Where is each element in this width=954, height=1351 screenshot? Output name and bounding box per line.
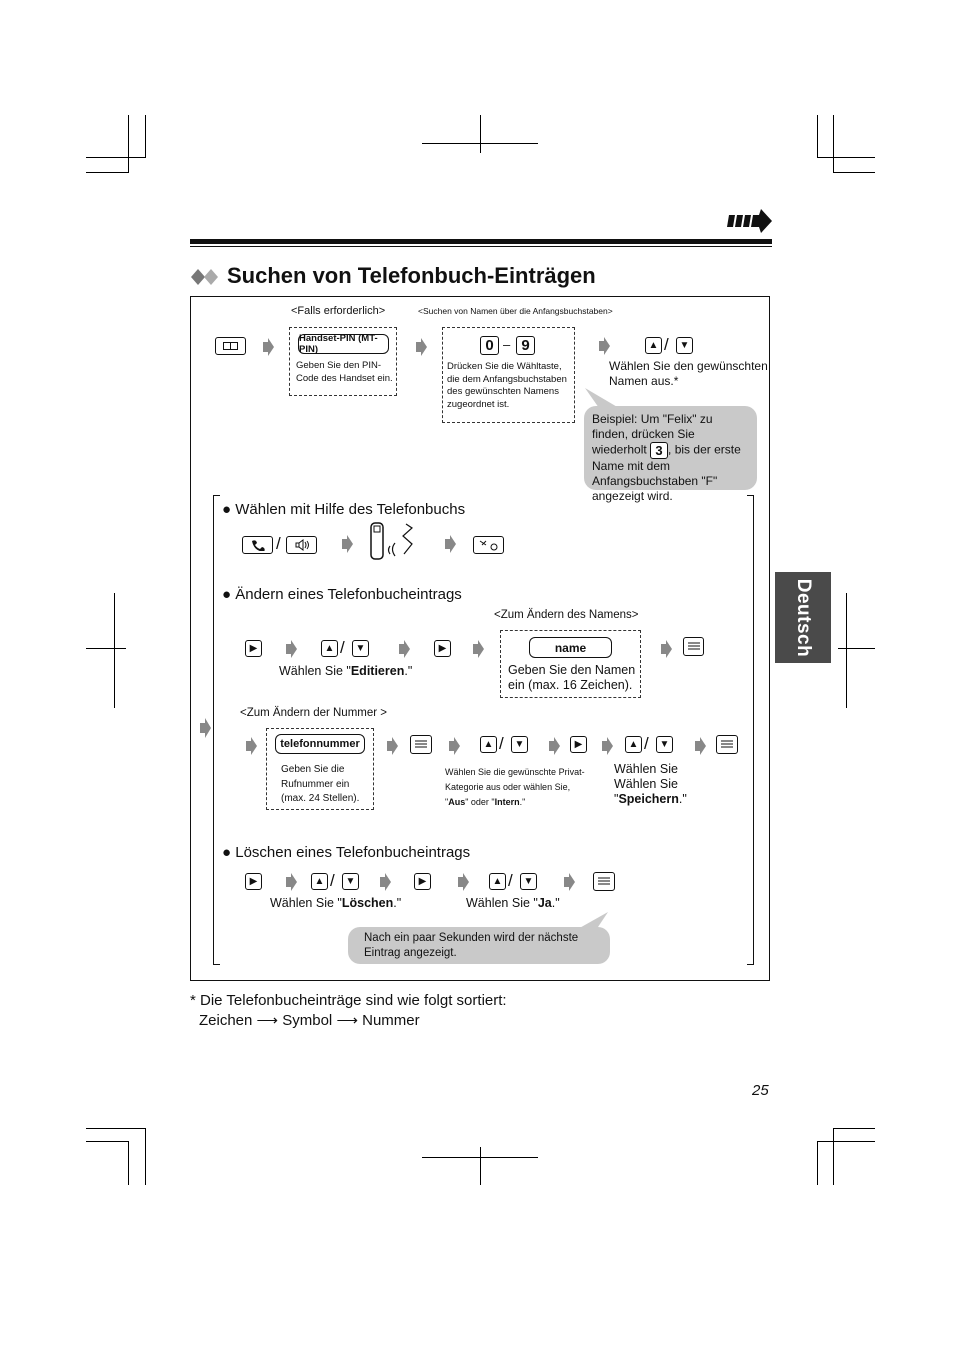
arrow-icon [442,535,456,553]
arrow-icon [396,640,410,658]
arrow-icon [692,737,706,755]
arrow-icon [377,873,391,891]
arrow-icon [599,737,613,755]
select-edit-text: Wählen Sie "Editieren." [279,664,413,678]
select-yes-text: Wählen Sie "Ja." [466,896,560,910]
select-name-text: Wählen Sie den gewünschten Namen aus.* [609,359,768,388]
up-key-icon[interactable]: ▲ [625,736,642,753]
number-label: <Zum Ändern der Nummer > [240,707,388,719]
arrow-icon [561,873,575,891]
up-key-icon[interactable]: ▲ [321,640,338,657]
number-button[interactable]: telefonnummer [275,734,365,754]
left-bracket [213,495,220,965]
number-text: Geben Sie die Rufnummer ein (max. 24 Stellen). [281,764,360,804]
right-arrow-icon: ⟶ [256,1012,279,1029]
off-key-icon[interactable] [473,536,504,554]
down-key-icon[interactable]: ▼ [342,873,359,890]
up-key-icon[interactable]: ▲ [311,873,328,890]
up-key-icon[interactable]: ▲ [489,873,506,890]
arrow-icon [413,338,427,356]
dial-heading: ● Wählen mit Hilfe des Telefonbuchs [222,501,466,518]
arrow-icon [596,337,610,355]
down-key-icon[interactable]: ▼ [676,337,693,354]
arrow-icon [283,640,297,658]
pin-text: Geben Sie den PIN-Code des Handset ein. [296,360,393,384]
right-key-icon[interactable]: ▶ [245,640,262,657]
header-rule [190,239,772,244]
handset-talk-icon [368,520,418,562]
pin-button[interactable]: Handset-PIN (MT-PIN) [298,334,389,354]
speaker-key-icon[interactable] [286,536,317,554]
key-0[interactable]: 0 [480,336,499,355]
suchen-label: <Suchen von Namen über die Anfangsbuchstaben> [418,306,613,316]
footnote-line1: * Die Telefonbucheinträge sind wie folgt sortiert: [190,992,507,1009]
right-key-icon[interactable]: ▶ [245,873,262,890]
arrow-icon [384,737,398,755]
right-arrow-icon: ⟶ [336,1012,358,1029]
info-bubble: Nach ein paar Sekunden wird der nächste Eintrag angezeigt. [348,927,610,964]
up-key-icon[interactable]: ▲ [480,736,497,753]
arrow-icon [260,338,274,356]
footnote-line2: Zeichen ⟶ Symbol ⟶ Nummer [199,1012,420,1029]
menu-key-icon[interactable] [410,735,432,754]
key-3: 3 [650,442,668,459]
name-button[interactable]: name [529,637,612,658]
digit-text: Drücken Sie die Wähltaste, die dem Anfangsbuchstaben des gewünschten Namens zugeordnet ist. [447,361,567,410]
falls-label: <Falls erforderlich> [291,305,386,317]
example-bubble: Beispiel: Um "Felix" zu finden, drücken Sie wiederholt 3 , bis der erste Name mit dem Anfangsbuchstaben "F" angezeigt wird. [584,406,757,490]
save-text: Wählen Sie Wählen Sie "Speichern." [614,762,687,806]
loop-arrow-icon [197,718,211,738]
down-key-icon[interactable]: ▼ [511,736,528,753]
section-tab: Deutsch [775,572,831,663]
name-label: <Zum Ändern des Namens> [494,609,639,621]
right-bracket [747,495,754,965]
delete-heading: ● Löschen eines Telefonbucheintrags [222,844,471,861]
down-key-icon[interactable]: ▼ [656,736,673,753]
select-delete-text: Wählen Sie "Löschen." [270,896,402,910]
arrow-icon [243,737,257,755]
down-key-icon[interactable]: ▼ [520,873,537,890]
arrow-icon [339,535,353,553]
phonebook-key-icon[interactable] [215,337,246,355]
arrow-icon [546,737,560,755]
menu-key-icon[interactable] [683,637,704,656]
category-text: Wählen Sie die gewünschte Privat-Kategorie aus oder wählen Sie, "Aus" oder "Intern." [445,767,585,807]
diamond-icon [190,268,220,286]
menu-key-icon[interactable] [593,872,615,891]
page-number: 25 [752,1082,769,1099]
arrow-icon [283,873,297,891]
up-key-icon[interactable]: ▲ [645,337,662,354]
down-key-icon[interactable]: ▼ [352,640,369,657]
continue-arrow-icon [727,208,773,234]
arrow-icon [658,640,672,658]
arrow-icon [446,737,460,755]
right-key-icon[interactable]: ▶ [434,640,451,657]
arrow-icon [455,873,469,891]
name-text: Geben Sie den Namen ein (max. 16 Zeichen). [508,663,636,692]
talk-key-icon[interactable] [242,536,273,554]
page-title: Suchen von Telefonbuch-Einträgen [227,263,596,288]
right-key-icon[interactable]: ▶ [414,873,431,890]
right-key-icon[interactable]: ▶ [570,736,587,753]
menu-key-icon[interactable] [716,735,738,754]
edit-heading: ● Ändern eines Telefonbucheintrags [222,586,462,603]
key-9[interactable]: 9 [516,336,535,355]
arrow-icon [470,640,484,658]
